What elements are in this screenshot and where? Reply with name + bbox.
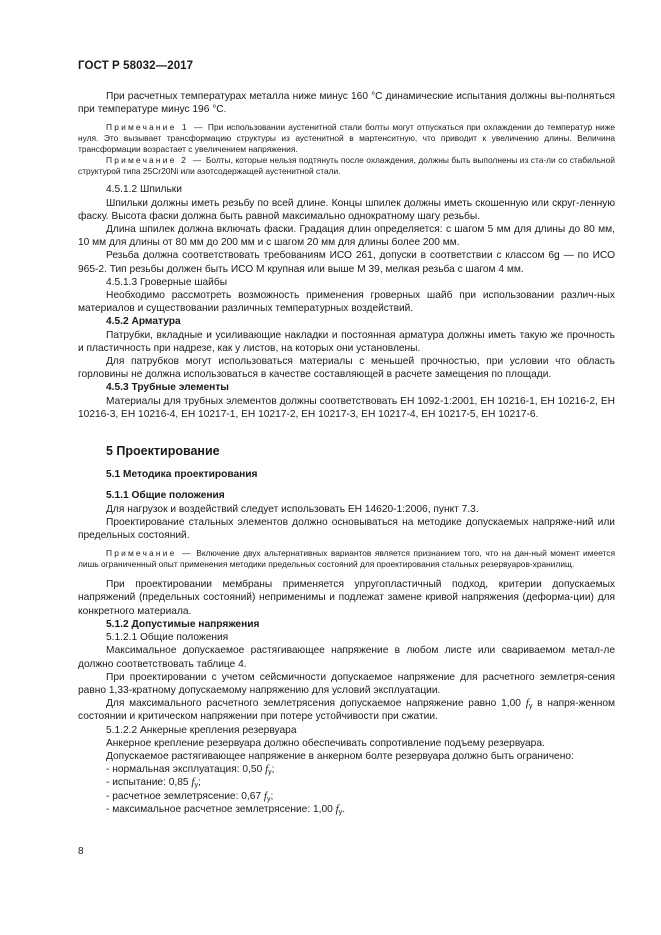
yield-strength-subscript: y bbox=[268, 769, 272, 777]
yield-strength-symbol: f bbox=[263, 789, 267, 802]
note-text: Болты, которые нельзя подтянуть после охлаждения, должны быть выполнены из ста-ли со стабильной структурой типа 25Cr20Ni или азотсодержащей аустенитной стали. bbox=[78, 155, 615, 177]
document-header: ГОСТ Р 58032—2017 bbox=[78, 60, 194, 72]
list-item bbox=[78, 803, 615, 816]
section-title: 5 Проектирование bbox=[106, 444, 220, 459]
note bbox=[78, 548, 615, 570]
yield-strength-symbol: f bbox=[265, 763, 269, 776]
yield-strength-subscript: y bbox=[338, 808, 343, 816]
note-text: При использовании аустенитной стали болты могут отпускаться при охлаждении до температур ниже нуля. Это вызывает трансформацию структуры из аустенитной в мартенситную, что приводит к увеличению длины. Величина трансформации возрастает с увеличением напряжения. bbox=[78, 122, 615, 155]
yield-strength-symbol: f bbox=[335, 802, 339, 815]
note-label: Примечание 2 — bbox=[106, 155, 204, 166]
paragraph: Шпильки должны иметь резьбу по всей длине. Концы шпилек должны иметь скошенную или скруг-ленную фаску. Высота фаски должна быть равной максимально однократному шагу резьбы. bbox=[78, 197, 615, 222]
paragraph: Допускаемое растягивающее напряжение в анкерном болте резервуара должно быть ограничено: bbox=[106, 750, 574, 762]
note-label: Примечание — bbox=[106, 548, 193, 559]
subclause-heading: 4.5.1.3 Гроверные шайбы bbox=[106, 276, 228, 288]
list-item bbox=[78, 763, 615, 776]
list-item-text: - максимальное расчетное землетрясение: 1,00 bbox=[106, 803, 336, 815]
paragraph: Для патрубков могут использоваться материалы с меньшей прочностью, при условии что область горловины не должна использоваться в качестве составляющей в расчете замещения по площади. bbox=[78, 356, 615, 381]
list-item-text: - расчетное землетрясение: 0,67 bbox=[106, 790, 264, 802]
note-label: Примечание 1 — bbox=[106, 122, 205, 133]
yield-strength-symbol: f bbox=[191, 776, 195, 789]
yield-strength-subscript: y bbox=[528, 703, 533, 711]
clause-heading: 5.1.2 Допустимые напряжения bbox=[106, 618, 260, 630]
clause-heading: 5.1.1 Общие положения bbox=[106, 490, 225, 502]
yield-strength-symbol: f bbox=[525, 697, 529, 710]
subclause-heading: 4.5.1.2 Шпильки bbox=[106, 184, 182, 196]
note bbox=[78, 122, 615, 155]
yield-strength-subscript: y bbox=[194, 782, 198, 790]
list-item-tail: ; bbox=[197, 777, 201, 789]
paragraph: При расчетных температурах металла ниже минус 160 °С динамические испытания должны вы-полняться при температуре минус 196 °С. bbox=[78, 91, 615, 116]
paragraph: Резьба должна соответствовать требованиям ИСО 261, допуски в соответствии с классом 6g — по ИСО 965-2. Тип резьбы должен быть ИСО М крупная или выше М 39, мелкая резьба с шагом 4 мм. bbox=[78, 250, 615, 275]
note-text: Включение двух альтернативных вариантов является признанием того, что на дан-ный момент имеется лишь ограниченный опыт применения методики предельных состояний для проектирования стальных резервуаров-хранилищ. bbox=[78, 548, 615, 570]
document-body bbox=[78, 90, 615, 816]
list-item-tail: ; bbox=[270, 790, 274, 802]
paragraph: Патрубки, вкладные и усиливающие накладки и постоянная арматура должны иметь такую же прочность и пластичность при надрезе, как у листов, на которых они установлены. bbox=[78, 329, 615, 354]
clause-heading: 5.1 Методика проектирования bbox=[106, 469, 258, 481]
paragraph: Материалы для трубных элементов должны соответствовать ЕН 1092-1:2001, ЕН 10216-1, ЕН 10216-2, ЕН 10216-3, ЕН 10216-4, ЕН 10217-1, ЕН 10217-2, ЕН 10217-3, ЕН 10217-4, ЕН 10217-5, ЕН 10217-6. bbox=[78, 395, 615, 420]
clause-heading: 4.5.3 Трубные элементы bbox=[106, 382, 230, 394]
paragraph: Анкерное крепление резервуара должно обеспечивать сопротивление подъему резервуара. bbox=[106, 737, 545, 749]
paragraph: Необходимо рассмотреть возможность применения гроверных шайб при использовании различ-ных материалов и существовании различных температурных воздействий. bbox=[78, 290, 615, 315]
yield-strength-subscript: y bbox=[266, 795, 271, 803]
list-item-text: - нормальная эксплуатация: 0,50 bbox=[106, 764, 266, 776]
paragraph bbox=[78, 697, 615, 723]
paragraph: Для нагрузок и воздействий следует использовать ЕН 14620-1:2006, пункт 7.3. bbox=[106, 503, 479, 515]
list-item-tail: . bbox=[342, 803, 346, 815]
paragraph-text: Для максимального расчетного землетрясения допускаемое напряжение равно 1,00 bbox=[106, 698, 526, 710]
paragraph: Максимальное допускаемое растягивающее напряжение в любом листе или свариваемом метал-ле должно соответствовать таблице 4. bbox=[78, 645, 615, 670]
page-number: 8 bbox=[78, 846, 84, 857]
paragraph: При проектировании с учетом сейсмичности допускаемое напряжение для расчетного землетря-сения равно 1,33-кратному допускаемому напряжению для условий эксплуатации. bbox=[78, 671, 615, 696]
paragraph: Проектирование стальных элементов должно основываться на методике допускаемых напряже-ний или предельных состояний. bbox=[78, 516, 615, 542]
clause-heading: 4.5.2 Арматура bbox=[106, 316, 181, 328]
list-item-text: - испытание: 0,85 bbox=[106, 777, 192, 789]
paragraph: Длина шпилек должна включать фаски. Градация длин определяется: с шагом 5 мм для длины до 80 мм, 10 мм для длины от 80 мм до 200 мм и с шагом 20 мм для длины более 200 мм. bbox=[78, 224, 615, 249]
note bbox=[78, 155, 615, 177]
list-item bbox=[78, 776, 615, 789]
subclause-heading: 5.1.2.2 Анкерные крепления резервуара bbox=[106, 724, 297, 736]
paragraph: При проектировании мембраны применяется упругопластичный подход, критерии допускаемых напряжений (предельных состояний) неприменимы и подлежат замене кривой напряжения (деформа-ции) для конкретного материала. bbox=[78, 579, 615, 617]
paragraph-text: в напря-женном состоянии и критическом напряжении при потере устойчивости при сжатии. bbox=[78, 698, 615, 723]
subclause-heading: 5.1.2.1 Общие положения bbox=[106, 632, 229, 644]
list-item bbox=[78, 790, 615, 803]
list-item-tail: ; bbox=[271, 764, 275, 776]
